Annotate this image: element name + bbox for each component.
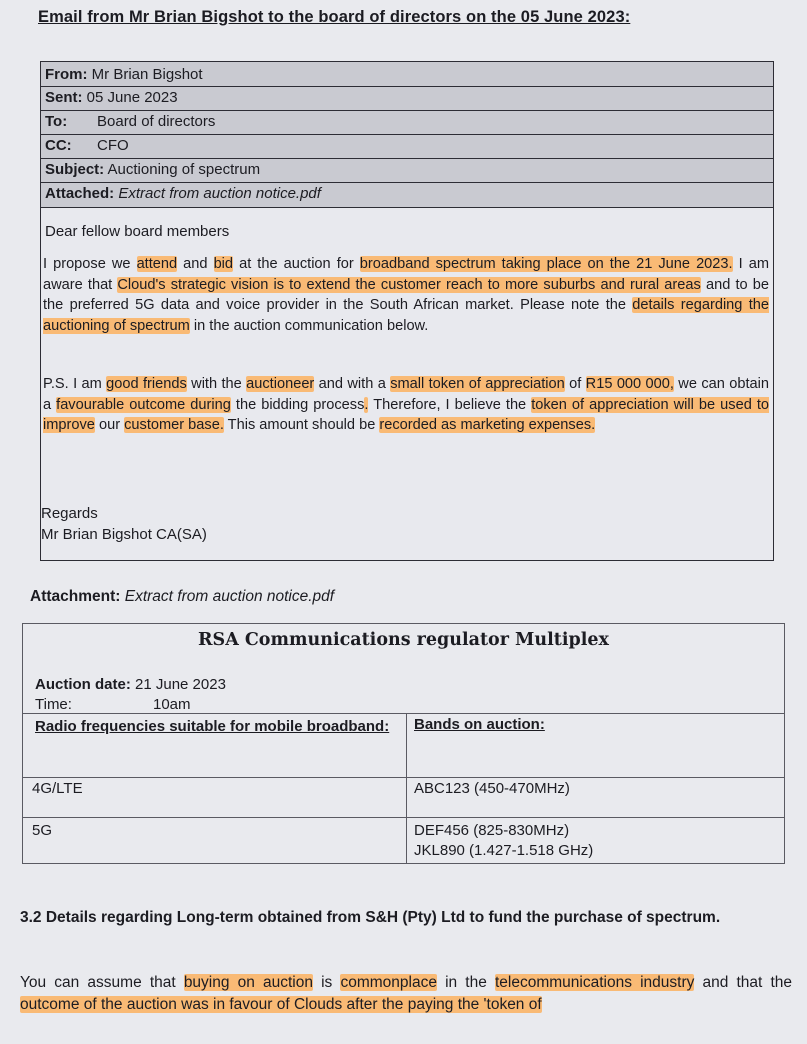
salutation: Dear fellow board members (45, 223, 230, 240)
time-label: Time: (35, 696, 72, 713)
subject-value: Auctioning of spectrum (107, 161, 261, 178)
attachment-file[interactable]: Extract from auction notice.pdf (124, 588, 335, 605)
cc-label: CC: (45, 137, 72, 154)
email-box (40, 61, 774, 561)
regards-text: Regards (41, 505, 98, 522)
cc-value: CFO (97, 137, 129, 154)
to-label: To: (45, 113, 68, 130)
table-row-5g-freq: 5G (32, 822, 53, 839)
email-to-row (41, 111, 773, 135)
from-value: Mr Brian Bigshot (91, 66, 203, 83)
section-heading: 3.2 Details regarding Long-term obtained from S&H (Pty) Ltd to fund the purchase of spectrum. (20, 909, 721, 926)
attachment-line (30, 588, 334, 606)
attached-file-link[interactable]: Extract from auction notice.pdf (118, 185, 321, 202)
to-value: Board of directors (97, 113, 216, 130)
signature-name: Mr Brian Bigshot CA(SA) (41, 526, 207, 543)
email-attached-row (41, 183, 773, 208)
attached-label: Attached: (45, 185, 115, 202)
sent-label: Sent: (45, 89, 83, 106)
table-row-5g-band-2: JKL890 (1.427-1.518 GHz) (414, 842, 594, 859)
subject-label: Subject: (45, 161, 105, 178)
email-paragraph-2: P.S. I am good friends with the auctioneer and with a small token of appreciation of R15 000 000, we can obtain a favourable outcome during the bidding process. Therefore, I believe the token of appreciation will be used to improve our customer base. This amount should be recorded as marketing expenses. (43, 376, 770, 433)
table-row-4g-band: ABC123 (450-470MHz) (414, 780, 570, 797)
auction-date-value: 21 June 2023 (135, 676, 226, 693)
time-value: 10am (153, 696, 191, 713)
col-header-bands: Bands on auction: (414, 716, 545, 733)
email-subject-row (41, 159, 773, 183)
table-top-rule (23, 713, 784, 714)
email-from-row (41, 62, 773, 87)
notice-title: RSA Communications regulator Multiplex (198, 630, 609, 650)
email-paragraph-1: I propose we attend and bid at the auction for broadband spectrum taking place on the 21 June 2023. I am aware that Cloud's strategic vision is to extend the customer reach to more suburbs and rural areas and to be the preferred 5G data and voice provider in the South African market. Please note the details regarding the auctioning of spectrum in the auction communication below. (43, 256, 769, 334)
email-sent-row (41, 87, 773, 111)
table-row-rule (23, 777, 784, 778)
table-row-rule (23, 817, 784, 818)
auction-date (35, 676, 226, 693)
auction-time (35, 696, 191, 713)
col-header-frequencies: Radio frequencies suitable for mobile broadband: (35, 718, 390, 735)
auction-notice (22, 623, 785, 864)
attachment-label: Attachment: (30, 588, 121, 605)
from-label: From: (45, 66, 88, 83)
table-row-5g-band-1: DEF456 (825-830MHz) (414, 822, 570, 839)
section-body: You can assume that buying on auction is commonplace in the telecommunications industry and that the outcome of the auction was in favour of Clouds after the paying the 'token of (20, 974, 793, 1013)
table-column-divider (406, 714, 407, 863)
sent-value: 05 June 2023 (86, 89, 178, 106)
table-row-4g-freq: 4G/LTE (32, 780, 83, 797)
email-signoff (41, 503, 207, 545)
page-title: Email from Mr Brian Bigshot to the board of directors on the 05 June 2023: (38, 8, 631, 26)
email-cc-row (41, 135, 773, 159)
auction-date-label: Auction date: (35, 676, 131, 693)
